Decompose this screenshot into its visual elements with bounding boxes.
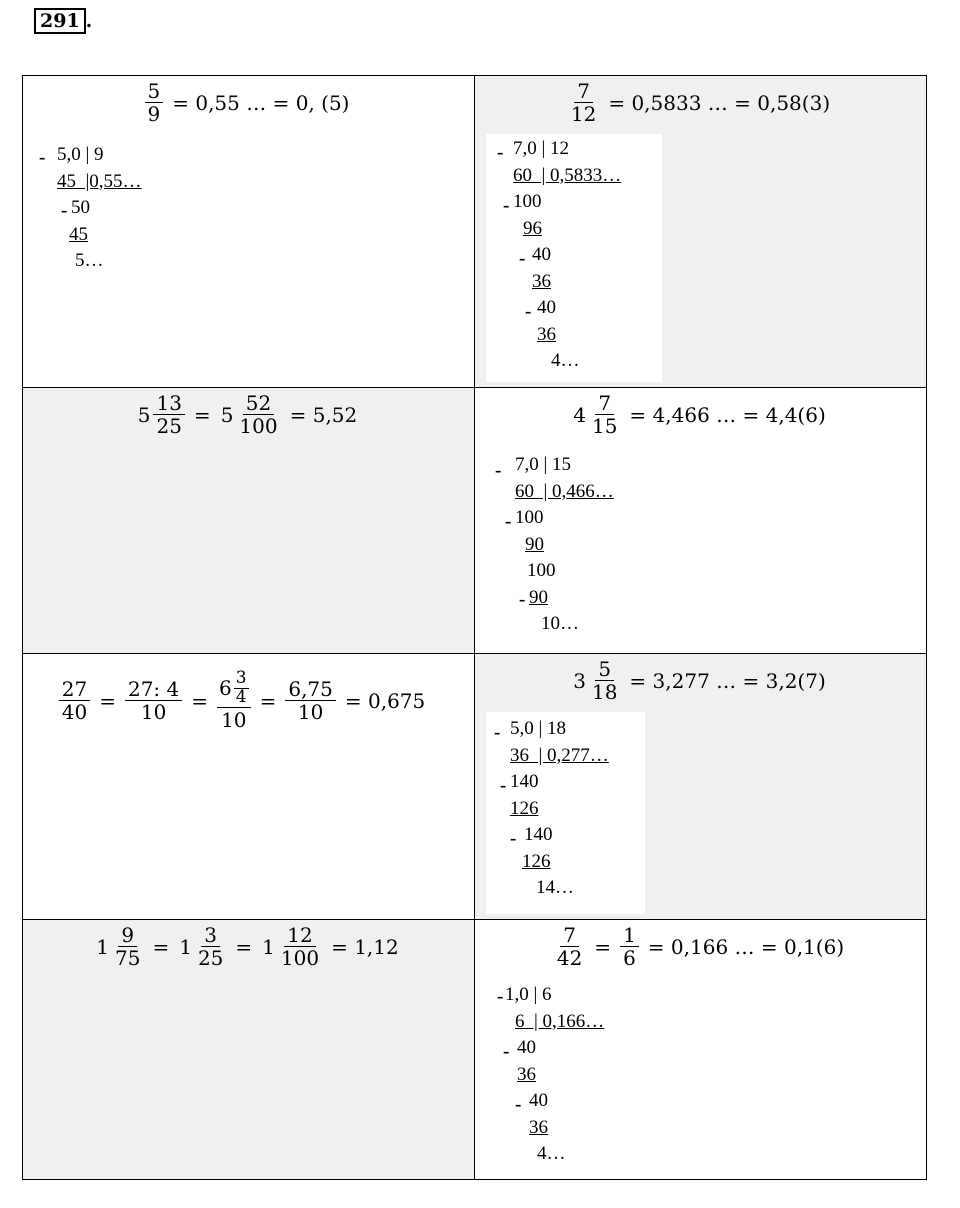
equation: $\frac{27}{40}$ = $\frac{27: 4}{10}$ = 6 3 4 10 = $\frac{6,75}{10}$ = 0,675 [13,670,474,732]
long-division: - 5,0 | 18 36 | 0,277… - 140 126 - 140 126 14… [486,712,645,914]
equation: 5 $\frac{13}{25}$ = 5 $\frac{52}{100}$ = 5,52 [137,391,358,438]
cell-7-12 [475,76,927,388]
equation: $\frac{5}{9}$ = 0,55 … = 0, (5) [23,80,474,126]
cell-4-7-15 [475,388,927,654]
cell-7-42 [475,920,927,1180]
equation: 1 $\frac{9}{75}$ = 1 $\frac{3}{25}$ = 1 $\frac{12}{100}$ = 1,12 [96,923,399,970]
cell-27-40 [23,654,475,920]
long-division: - 1,0 | 6 6 | 0,166… - 40 36 - 40 36 4… [497,984,605,1164]
equation: 4 $\frac{7}{15}$ = 4,466 … = 4,4(6) [573,391,826,438]
cell-5-13-25 [23,388,475,654]
long-division: - 7,0 | 12 60 | 0,5833… - 100 96 - 40 36 - 40 36 4… [486,134,662,382]
problem-number: 291 . [34,10,92,32]
long-division: - 5,0 | 9 45 |0,55… - 50 45 5… [39,144,142,271]
cell-5-9 [23,76,475,388]
solutions-table [22,75,927,1180]
cell-3-5-18 [475,654,927,920]
equation: $\frac{7}{12}$ = 0,5833 … = 0,58(3) [570,79,831,126]
long-division: - 7,0 | 15 60 | 0,466… - 100 90 100 - 90 10… [495,454,614,634]
cell-1-9-75 [23,920,475,1180]
equation: $\frac{7}{42}$ = $\frac{1}{6}$ = 0,166 … = 0,1(6) [556,923,845,970]
equation: 3 $\frac{5}{18}$ = 3,277 … = 3,2(7) [573,657,826,704]
